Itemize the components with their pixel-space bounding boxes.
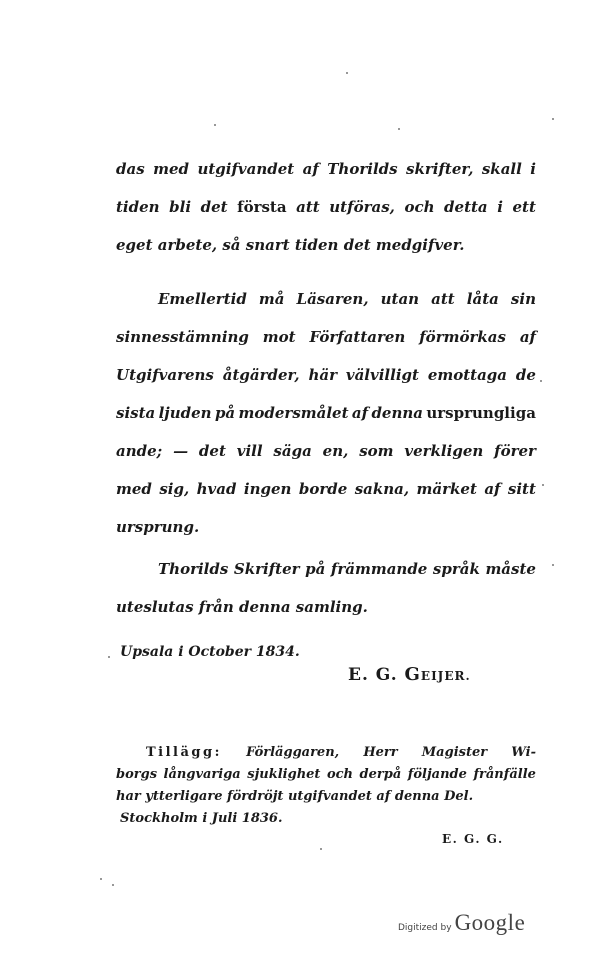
speck <box>100 878 102 880</box>
text-line: uteslutas från denna samling. <box>116 598 368 616</box>
addendum-dateline: Stockholm i Juli 1836. <box>120 811 283 826</box>
text-line: har ytterligare fördröjt utgifvandet af denna Del. <box>116 789 474 804</box>
text-line: borgs långvariga sjuklighet och derpå följande frånfälle <box>116 767 536 782</box>
watermark-prefix: Digitized by <box>398 923 452 933</box>
speck <box>112 884 114 886</box>
text-line: tiden bli det första att utföras, och detta i ett <box>116 198 536 216</box>
speck <box>542 484 544 486</box>
text-line: sista ljuden på modersmålet af denna ursprungliga <box>116 404 536 422</box>
text-line: sinnesstämning mot Författaren förmörkas af <box>116 328 536 346</box>
dateline: Upsala i October 1834. <box>120 644 300 660</box>
addendum <box>116 745 536 833</box>
text-line: ande; — det vill säga en, som verkligen förer <box>116 442 536 460</box>
paragraph-2 <box>116 290 536 556</box>
speck <box>320 848 322 850</box>
text-line: ursprung. <box>116 518 200 536</box>
speck <box>540 380 542 382</box>
signature-surname-initial: G <box>404 664 421 685</box>
text-line: eget arbete, så snart tiden det medgifver. <box>116 236 465 254</box>
text-line: Thorilds Skrifter på främmande språk måste <box>158 560 536 578</box>
speck <box>214 124 216 126</box>
text-line: das med utgifvandet af Thorilds skrifter, skall i <box>116 160 536 178</box>
speck <box>398 128 400 130</box>
speck <box>552 118 554 120</box>
text-line: Tillägg: Förläggaren, Herr Magister Wi- <box>116 745 536 767</box>
speck <box>552 564 554 566</box>
speck <box>108 656 110 658</box>
text-line: med sig, hvad ingen borde sakna, märket af sitt <box>116 480 536 498</box>
paragraph-3 <box>116 560 536 636</box>
digitized-watermark <box>398 910 525 936</box>
text-line: Utgifvarens åtgärder, här välvilligt emottaga de <box>116 366 536 384</box>
speck <box>346 72 348 74</box>
addendum-initials: E. G. G. <box>442 832 504 846</box>
signature-initials: E. G. <box>348 665 398 685</box>
paragraph-1 <box>116 160 536 274</box>
text-line: Emellertid må Läsaren, utan att låta sin <box>158 290 536 308</box>
addendum-label: Tillägg: <box>146 745 222 760</box>
signature <box>348 664 471 685</box>
google-logo: Google <box>454 910 526 935</box>
signature-surname-rest: EIJER. <box>420 669 471 683</box>
